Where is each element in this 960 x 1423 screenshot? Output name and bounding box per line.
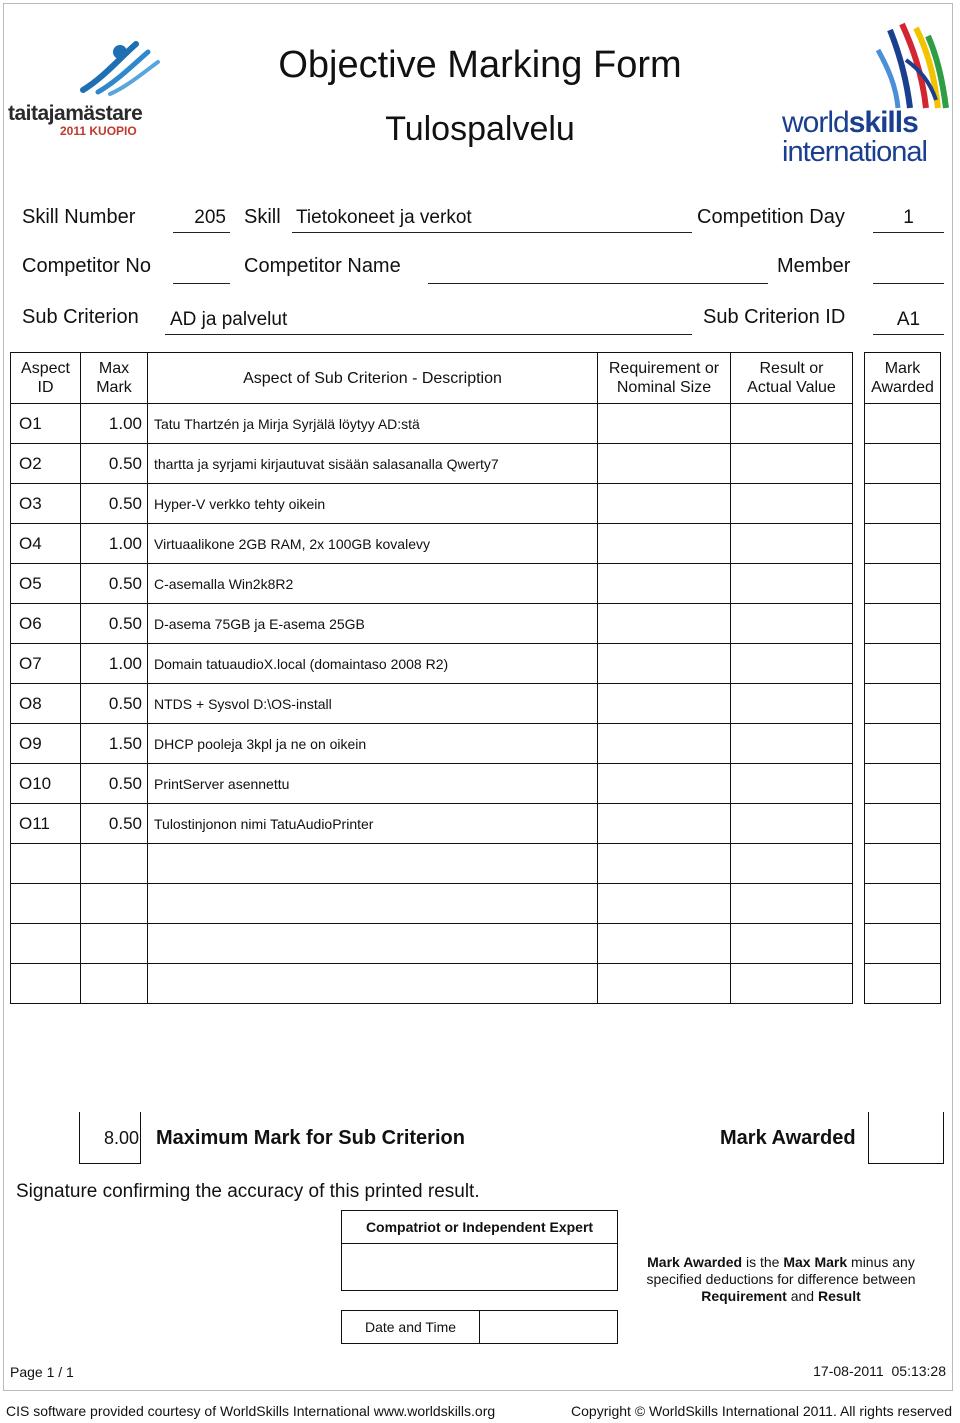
blank-cell: [148, 924, 598, 964]
aspect-id-cell: O3: [11, 484, 81, 524]
max-mark-cell: 0.50: [81, 604, 148, 644]
column-gap: [853, 844, 865, 884]
blank-cell[interactable]: [598, 884, 731, 924]
footer-credit: CIS software provided courtesy of WorldSkills International www.worldskills.org: [6, 1403, 496, 1419]
mark-awarded-note: Mark Awarded is the Max Mark minus any specified deductions for difference between Requirement and Result: [646, 1254, 916, 1304]
requirement-cell[interactable]: [598, 804, 731, 844]
aspect-id-cell: O2: [11, 444, 81, 484]
sub-criterion-label: Sub Criterion: [22, 306, 139, 328]
blank-cell[interactable]: [598, 844, 731, 884]
max-mark-label: Maximum Mark for Sub Criterion: [156, 1127, 465, 1149]
table-row: [11, 564, 941, 604]
max-mark-cell: 0.50: [81, 484, 148, 524]
requirement-cell[interactable]: [598, 524, 731, 564]
column-gap: [853, 564, 865, 604]
aspect-id-cell: O4: [11, 524, 81, 564]
aspect-id-cell: O6: [11, 604, 81, 644]
requirement-cell[interactable]: [598, 444, 731, 484]
mark-awarded-cell[interactable]: [865, 524, 941, 564]
requirement-cell[interactable]: [598, 404, 731, 444]
blank-row: [11, 884, 941, 924]
table-row: [11, 604, 941, 644]
form-subtitle: Tulospalvelu: [385, 110, 575, 148]
mark-awarded-label: Mark Awarded: [720, 1127, 856, 1149]
table-row: [11, 644, 941, 684]
mark-awarded-cell[interactable]: [865, 684, 941, 724]
footer-copyright: Copyright © WorldSkills International 2011. All rights reserved: [571, 1403, 952, 1419]
competitor-no-label: Competitor No: [22, 255, 151, 277]
blank-cell[interactable]: [731, 924, 853, 964]
header-max-mark: Max Mark: [81, 353, 148, 404]
result-cell[interactable]: [731, 484, 853, 524]
table-header-row: [11, 353, 941, 404]
column-gap: [853, 764, 865, 804]
taitajamastare-logo: [8, 38, 168, 138]
result-cell[interactable]: [731, 444, 853, 484]
blank-row: [11, 924, 941, 964]
header-aspect-id: Aspect ID: [11, 353, 81, 404]
column-gap: [853, 484, 865, 524]
blank-cell[interactable]: [731, 964, 853, 1004]
result-cell[interactable]: [731, 804, 853, 844]
logo-event-text: 2011 KUOPIO: [60, 124, 137, 138]
skill-number-label: Skill Number: [22, 206, 136, 228]
aspect-id-cell: O1: [11, 404, 81, 444]
page-number: Page 1 / 1: [10, 1364, 74, 1380]
requirement-cell[interactable]: [598, 564, 731, 604]
result-cell[interactable]: [731, 524, 853, 564]
logo-brand-text: taitajamästare: [8, 102, 143, 125]
member-field: [873, 254, 944, 284]
member-label: Member: [777, 255, 851, 277]
blank-cell: [148, 964, 598, 1004]
mark-awarded-cell[interactable]: [865, 764, 941, 804]
header-mark-awarded: Mark Awarded: [865, 353, 941, 404]
column-gap: [853, 604, 865, 644]
max-mark-cell: 0.50: [81, 444, 148, 484]
result-cell[interactable]: [731, 724, 853, 764]
competitor-no-field: [173, 254, 230, 284]
blank-cell: [11, 924, 81, 964]
blank-cell: [81, 844, 148, 884]
header-result: Result or Actual Value: [731, 353, 853, 404]
logo-international-text: international: [782, 136, 927, 168]
description-cell: C-asemalla Win2k8R2: [148, 564, 598, 604]
column-gap: [853, 404, 865, 444]
column-gap: [853, 444, 865, 484]
blank-cell: [81, 964, 148, 1004]
aspect-id-cell: O5: [11, 564, 81, 604]
result-cell[interactable]: [731, 564, 853, 604]
mark-awarded-cell[interactable]: [865, 804, 941, 844]
max-total-value: 8.00: [103, 1128, 139, 1148]
logo-skills-text: skills: [848, 106, 918, 139]
blank-cell[interactable]: [731, 884, 853, 924]
sub-criterion-id-field: A1: [873, 305, 944, 335]
column-gap: [853, 804, 865, 844]
result-cell[interactable]: [731, 764, 853, 804]
mark-awarded-cell[interactable]: [865, 564, 941, 604]
competitor-name-field: [428, 254, 768, 284]
mark-awarded-cell[interactable]: [865, 604, 941, 644]
max-mark-cell: 1.00: [81, 644, 148, 684]
column-gap: [853, 964, 865, 1004]
table-row: [11, 724, 941, 764]
max-mark-cell: 0.50: [81, 764, 148, 804]
logo-worldskills-text: [782, 106, 918, 140]
aspect-id-cell: O8: [11, 684, 81, 724]
competition-day-label: Competition Day: [697, 206, 845, 228]
max-mark-cell: 1.00: [81, 524, 148, 564]
max-mark-cell: 1.00: [81, 404, 148, 444]
form-title: Objective Marking Form: [278, 44, 682, 86]
header-requirement: Requirement or Nominal Size: [598, 353, 731, 404]
description-cell: Virtuaalikone 2GB RAM, 2x 100GB kovalevy: [148, 524, 598, 564]
date-time-field[interactable]: [479, 1310, 618, 1344]
table-row: [11, 684, 941, 724]
blank-cell: [11, 884, 81, 924]
aspect-id-cell: O11: [11, 804, 81, 844]
blank-cell[interactable]: [865, 964, 941, 1004]
aspects-table: [10, 352, 941, 1004]
table-row: [11, 484, 941, 524]
column-gap: [853, 724, 865, 764]
logo-world-text: world: [782, 106, 849, 139]
column-gap: [853, 644, 865, 684]
description-cell: NTDS + Sysvol D:\OS-install: [148, 684, 598, 724]
sub-criterion-id-label: Sub Criterion ID: [703, 306, 846, 328]
description-cell: Hyper-V verkko tehty oikein: [148, 484, 598, 524]
max-mark-cell: 0.50: [81, 684, 148, 724]
column-gap: [853, 924, 865, 964]
requirement-cell[interactable]: [598, 484, 731, 524]
blank-cell[interactable]: [598, 964, 731, 1004]
column-gap: [853, 684, 865, 724]
column-gap: [853, 353, 865, 404]
max-mark-cell: 0.50: [81, 564, 148, 604]
aspect-id-cell: O7: [11, 644, 81, 684]
max-mark-cell: 0.50: [81, 804, 148, 844]
result-cell[interactable]: [731, 644, 853, 684]
mark-awarded-cell[interactable]: [865, 484, 941, 524]
skill-name-field: Tietokoneet ja verkot: [292, 203, 692, 233]
date-time-label: Date and Time: [364, 1319, 457, 1335]
timestamp: 17-08-2011 05:13:28: [813, 1363, 946, 1379]
blank-cell: [11, 844, 81, 884]
requirement-cell[interactable]: [598, 644, 731, 684]
sub-criterion-field: AD ja palvelut: [165, 305, 692, 335]
requirement-cell[interactable]: [598, 604, 731, 644]
result-cell[interactable]: [731, 684, 853, 724]
blank-cell[interactable]: [598, 924, 731, 964]
requirement-cell[interactable]: [598, 684, 731, 724]
blank-cell: [148, 884, 598, 924]
competition-day-field: 1: [873, 203, 944, 233]
column-gap: [853, 524, 865, 564]
column-gap: [853, 884, 865, 924]
requirement-cell[interactable]: [598, 724, 731, 764]
result-cell[interactable]: [731, 604, 853, 644]
mark-awarded-cell[interactable]: [865, 644, 941, 684]
blank-cell: [11, 964, 81, 1004]
mark-awarded-total-box: [868, 1112, 944, 1164]
table-row: [11, 444, 941, 484]
table-row: [11, 804, 941, 844]
worldskills-logo: [780, 20, 950, 170]
blank-cell: [81, 924, 148, 964]
blank-cell: [81, 884, 148, 924]
competitor-name-label: Competitor Name: [244, 255, 401, 277]
table-row: [11, 764, 941, 804]
compatriot-label: Compatriot or Independent Expert: [365, 1219, 594, 1235]
description-cell: Domain tatuaudioX.local (domaintaso 2008 R2): [148, 644, 598, 684]
result-cell[interactable]: [731, 404, 853, 444]
description-cell: thartta ja syrjami kirjautuvat sisään salasanalla Qwerty7: [148, 444, 598, 484]
table-row: [11, 524, 941, 564]
skill-number-field: 205: [173, 203, 230, 233]
requirement-cell[interactable]: [598, 764, 731, 804]
blank-row: [11, 844, 941, 884]
description-cell: PrintServer asennettu: [148, 764, 598, 804]
header-description: Aspect of Sub Criterion - Description: [148, 353, 598, 404]
description-cell: Tatu Thartzén ja Mirja Syrjälä löytyy AD:stä: [148, 404, 598, 444]
mark-awarded-cell[interactable]: [865, 724, 941, 764]
description-cell: Tulostinjonon nimi TatuAudioPrinter: [148, 804, 598, 844]
description-cell: D-asema 75GB ja E-asema 25GB: [148, 604, 598, 644]
max-mark-cell: 1.50: [81, 724, 148, 764]
blank-cell[interactable]: [731, 844, 853, 884]
signature-box[interactable]: [341, 1243, 618, 1291]
description-cell: DHCP pooleja 3kpl ja ne on oikein: [148, 724, 598, 764]
aspect-id-cell: O10: [11, 764, 81, 804]
skill-label: Skill: [244, 206, 281, 228]
mark-awarded-cell[interactable]: [865, 444, 941, 484]
mark-awarded-cell[interactable]: [865, 404, 941, 444]
blank-cell[interactable]: [865, 844, 941, 884]
signature-heading: Signature confirming the accuracy of this printed result.: [16, 1181, 480, 1202]
table-row: [11, 404, 941, 444]
blank-cell[interactable]: [865, 924, 941, 964]
aspect-id-cell: O9: [11, 724, 81, 764]
blank-cell[interactable]: [865, 884, 941, 924]
blank-row: [11, 964, 941, 1004]
blank-cell: [148, 844, 598, 884]
